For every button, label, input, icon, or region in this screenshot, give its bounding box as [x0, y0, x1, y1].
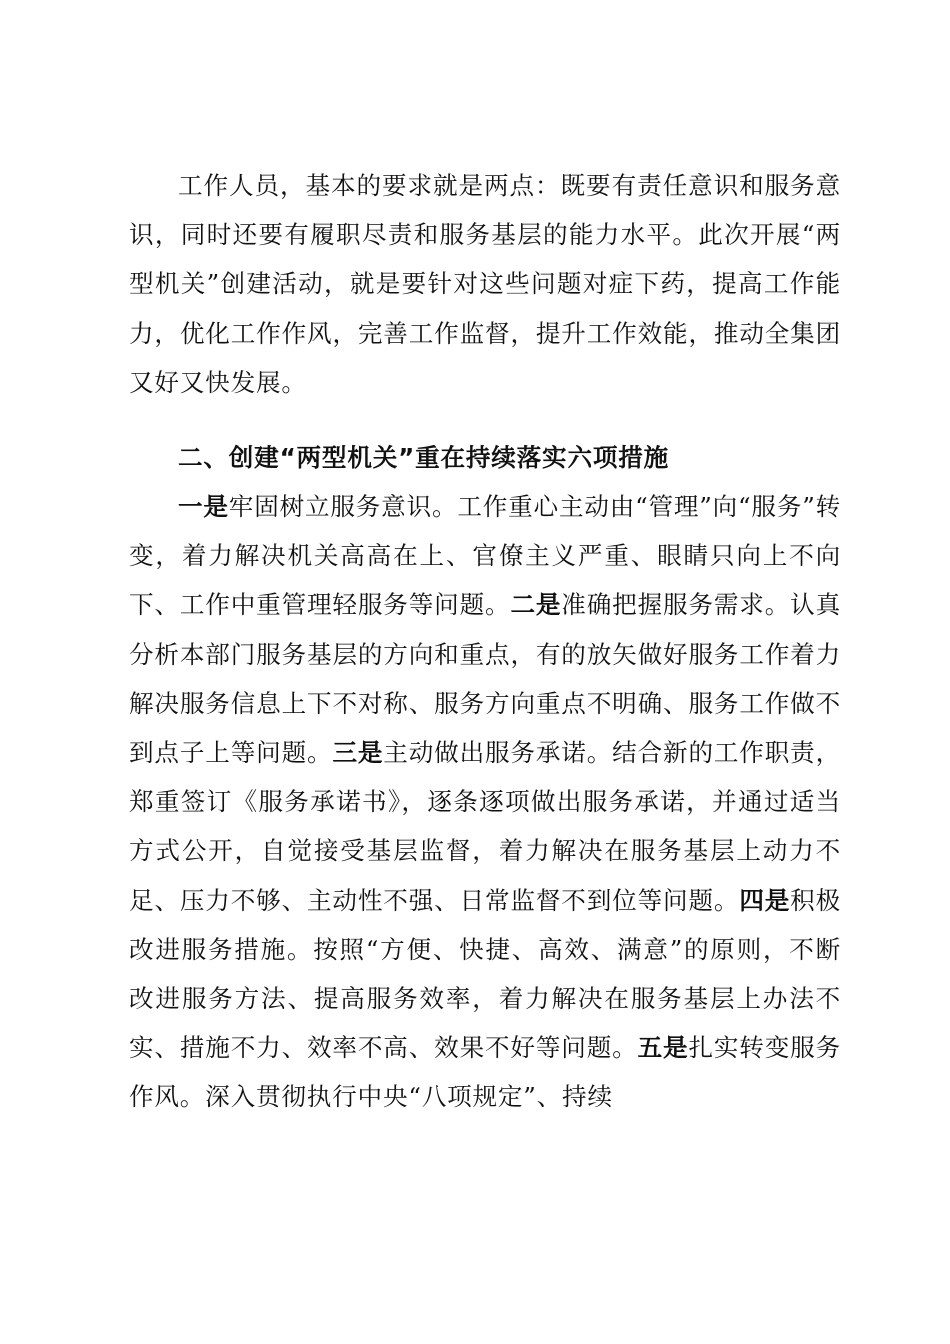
measure-text: 积极改进服务措施。按照“方便、快捷、高效、满意”的原则，不断改进服务方法、提高服务效率，着力解决在服务基层上办法不实、措施不力、效率不高、效果不好等问题。 — [129, 885, 841, 1063]
measure-lead: 五是 — [637, 1033, 689, 1063]
measures-paragraph — [129, 482, 841, 1122]
measure-lead: 三是 — [332, 738, 384, 768]
measure-text: 扎实转变服务作风。深入贯彻执行中央“八项规定”、持续 — [129, 1033, 841, 1112]
measure-lead: 四是 — [739, 885, 791, 915]
measure-lead: 一是 — [178, 492, 229, 521]
measure-lead: 二是 — [510, 590, 562, 620]
body-paragraph: 工作人员，基本的要求就是两点：既要有责任意识和服务意识，同时还要有履职尽责和服务基层的能力水平。此次开展“两型机关”创建活动，就是要针对这些问题对症下药，提高工作能力，优化工作作风，完善工作监督，提升工作效能，推动全集团又好又快发展。 — [129, 171, 841, 397]
measure-text: 主动做出服务承诺。结合新的工作职责，郑重签订《服务承诺书》，逐条逐项做出服务承诺，并通过适当方式公开，自觉接受基层监督，着力解决在服务基层上动力不足、压力不够、主动性不强、日常监督不到位等问题。 — [129, 738, 841, 915]
measure-text: 准确把握服务需求。认真分析本部门服务基层的方向和重点，有的放矢做好服务工作着力解决服务信息上下不对称、服务方向重点不明确、服务工作做不到点子上等问题。 — [129, 590, 841, 768]
measure-text: 牢固树立服务意识。工作重心主动由“管理”向“服务”转变，着力解决机关高高在上、官僚主义严重、眼睛只向上不向下、工作中重管理轻服务等问题。 — [129, 492, 841, 620]
section-heading: 二、创建“两型机关”重在持续落实六项措施 — [178, 443, 670, 472]
